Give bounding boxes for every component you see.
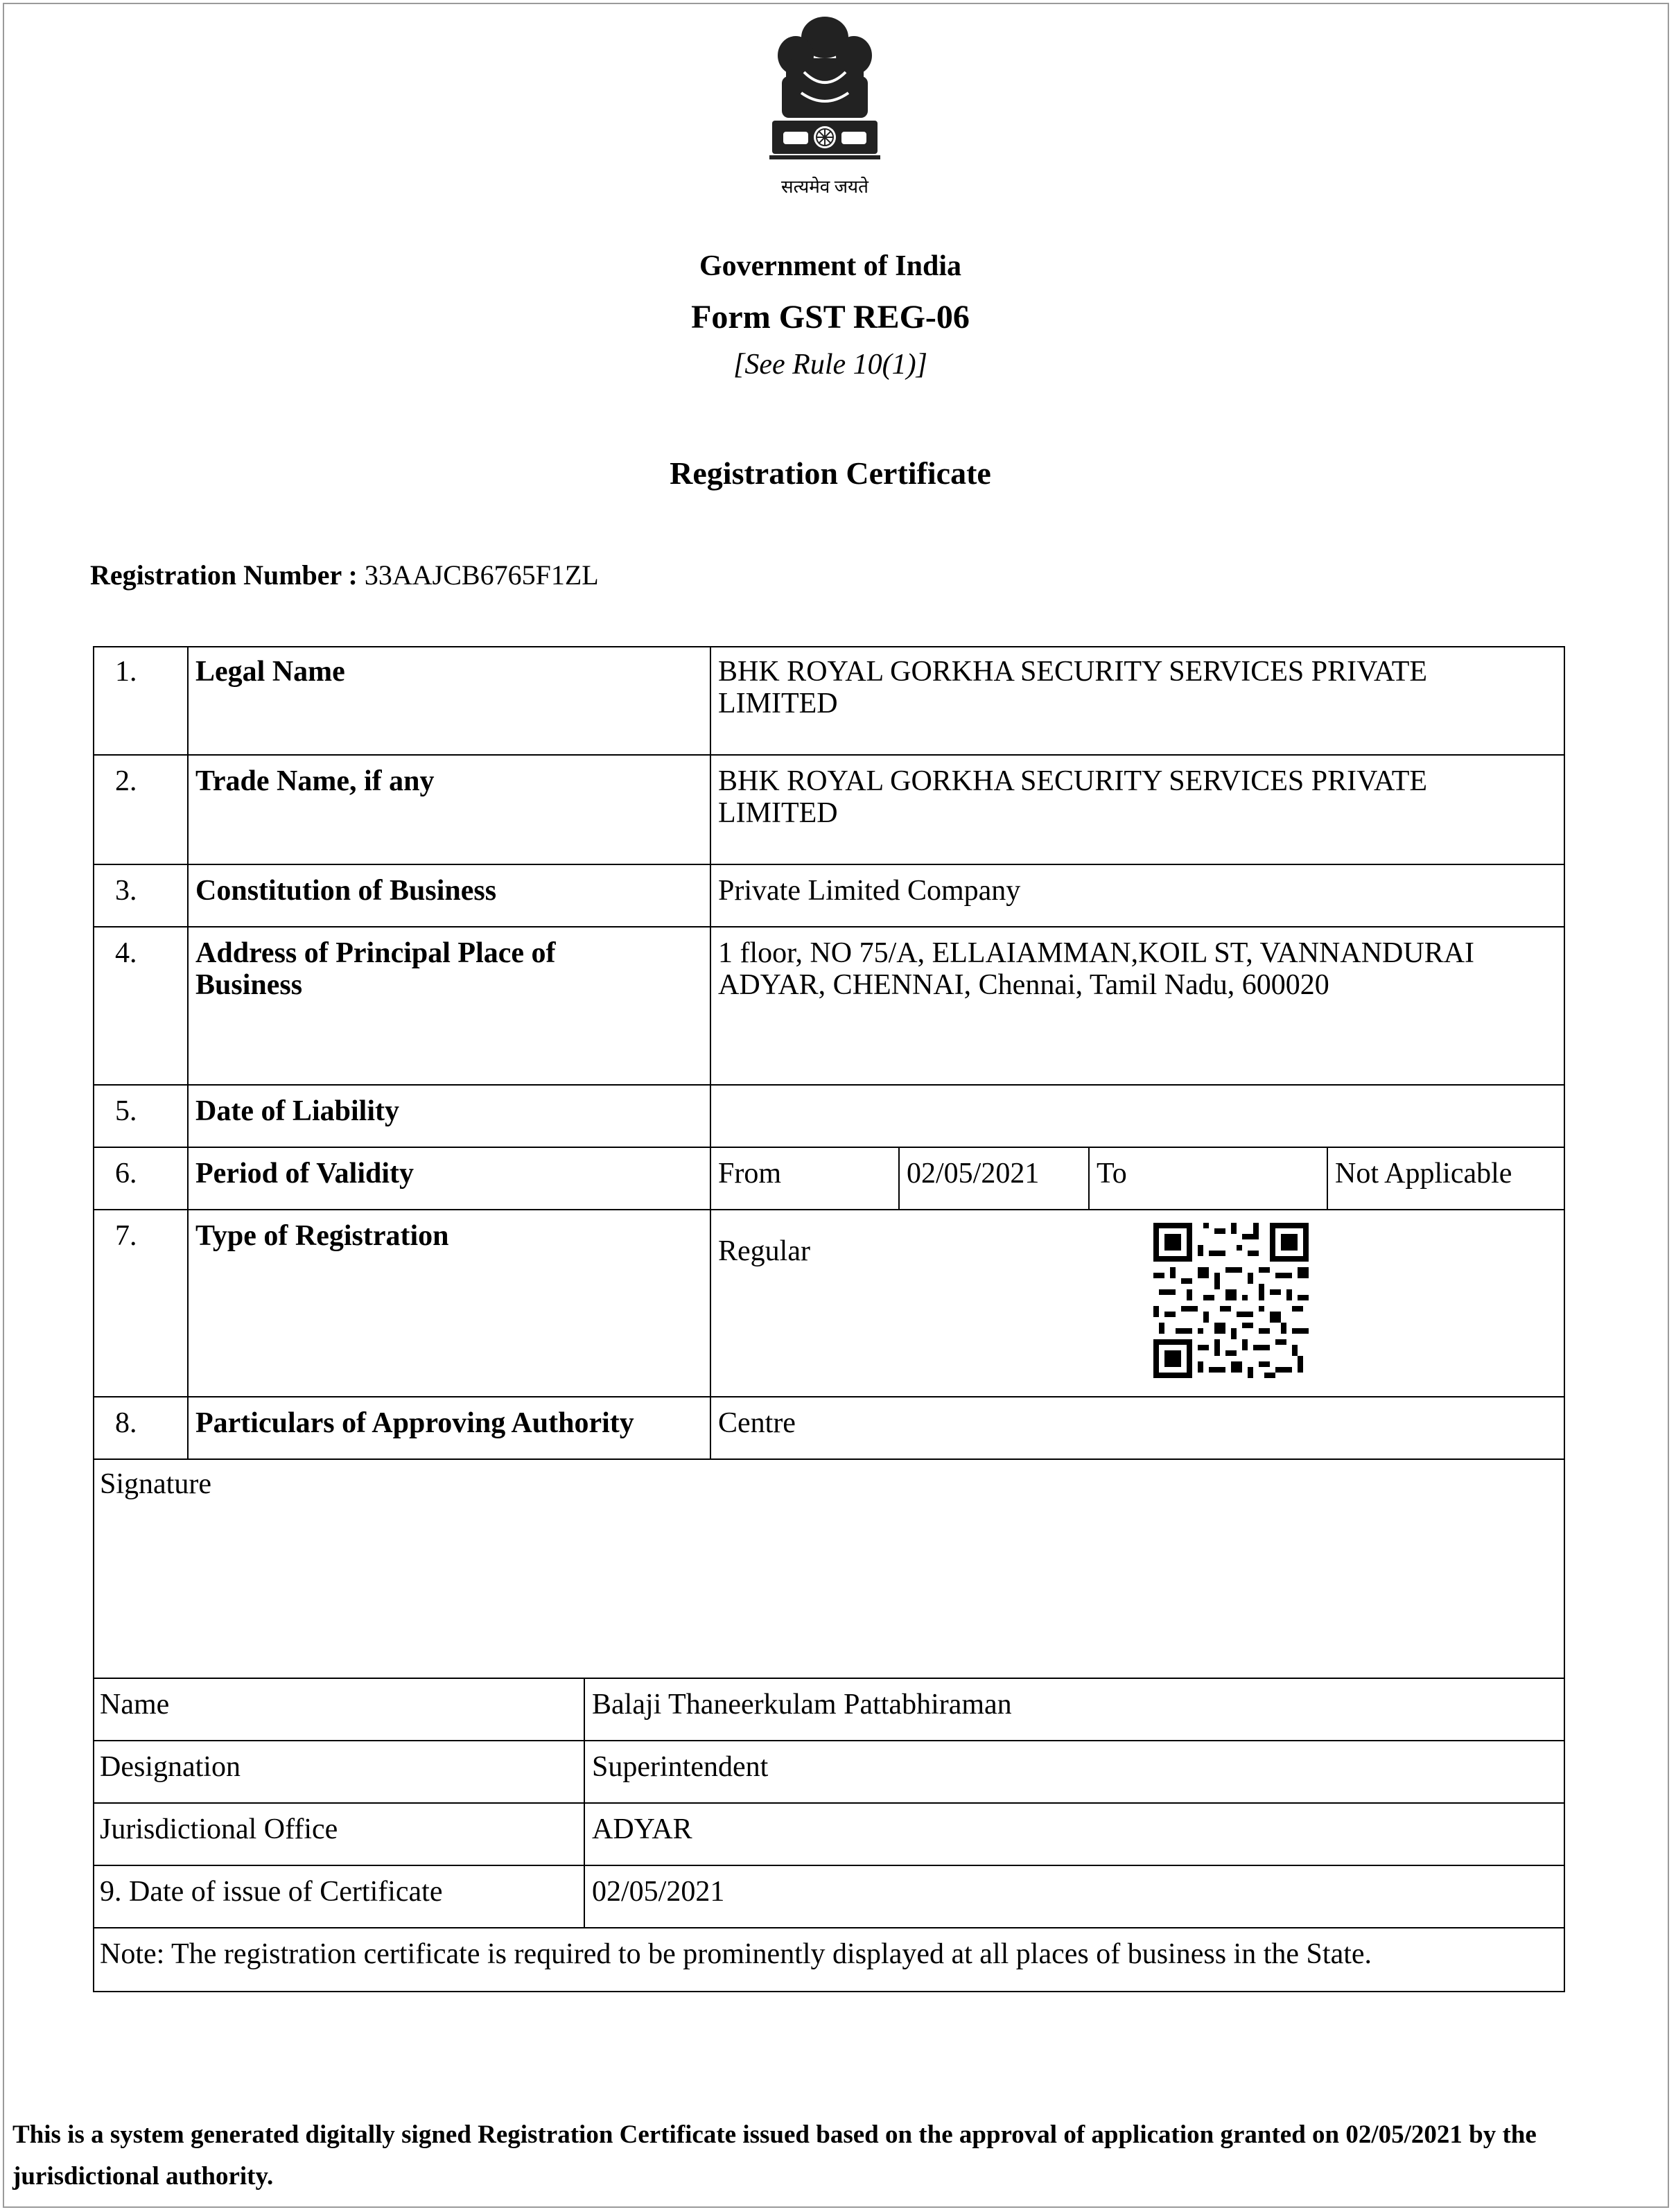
type-of-registration-label: Type of Registration [195, 1220, 449, 1252]
designation-label: Designation [100, 1751, 241, 1783]
digital-signature-footer: This is a system generated digitally signed Registration Certificate issued based on the approval of application granted on 02/05/2021 by the jurisdictional authority. [12, 2120, 1537, 2191]
address-value: 1 floor, NO 75/A, ELLAIAMMAN,KOIL ST, VANNANDURAI ADYAR, CHENNAI, Chennai, Tamil Nadu, 600020 [718, 937, 1475, 1001]
row-divider [93, 864, 1565, 865]
row-divider [93, 1209, 1565, 1210]
national-emblem-icon [762, 10, 887, 176]
address-label: Address of Principal Place of Business [195, 937, 556, 1001]
row-divider [93, 1458, 1565, 1460]
signature-label: Signature [100, 1468, 211, 1500]
row-divider [93, 1084, 1565, 1086]
legal-name-value: BHK ROYAL GORKHA SECURITY SERVICES PRIVATE LIMITED [718, 656, 1428, 720]
registration-number-value: 33AAJCB6765F1ZL [364, 559, 599, 591]
date-of-issue-label: 9. Date of issue of Certificate [100, 1876, 443, 1908]
name-value: Balaji Thaneerkulam Pattabhiraman [592, 1689, 1012, 1721]
validity-from-label: From [718, 1158, 782, 1190]
row-number: 5. [115, 1095, 137, 1127]
certificate-table [93, 646, 1565, 1992]
certificate-title: Registration Certificate [670, 455, 991, 491]
row-divider [93, 1927, 1565, 1928]
emblem-motto: सत्यमेव जयते [781, 177, 868, 197]
column-divider [898, 1147, 900, 1209]
column-divider [1088, 1147, 1090, 1209]
trade-name-label: Trade Name, if any [195, 765, 435, 797]
row-divider [93, 1740, 1565, 1741]
column-divider [187, 646, 189, 1458]
date-of-issue-value: 02/05/2021 [592, 1876, 725, 1908]
validity-to-value: Not Applicable [1335, 1158, 1512, 1190]
row-number: 4. [115, 937, 137, 969]
column-divider [1327, 1147, 1328, 1209]
row-divider [93, 926, 1565, 928]
legal-name-label: Legal Name [195, 656, 345, 688]
trade-name-value: BHK ROYAL GORKHA SECURITY SERVICES PRIVATE LIMITED [718, 765, 1428, 829]
rule-reference: [See Rule 10(1)] [733, 349, 927, 381]
jurisdictional-office-label: Jurisdictional Office [100, 1813, 338, 1845]
row-number: 1. [115, 656, 137, 688]
approving-authority-label: Particulars of Approving Authority [195, 1407, 634, 1439]
row-number: 2. [115, 765, 137, 797]
registration-number-label: Registration Number : [90, 559, 358, 591]
row-divider [93, 1865, 1565, 1866]
qr-code-icon [1153, 1223, 1309, 1378]
constitution-label: Constitution of Business [195, 875, 497, 907]
form-title: Form GST REG-06 [691, 299, 970, 336]
jurisdictional-office-value: ADYAR [592, 1813, 692, 1845]
validity-from-value: 02/05/2021 [907, 1158, 1040, 1190]
government-heading: Government of India [699, 250, 961, 282]
column-divider [710, 646, 711, 1458]
display-note: Note: The registration certificate is required to be prominently displayed at all places of business in the State. [100, 1938, 1372, 1970]
name-label: Name [100, 1689, 170, 1721]
date-of-liability-label: Date of Liability [195, 1095, 399, 1127]
constitution-value: Private Limited Company [718, 875, 1021, 907]
designation-value: Superintendent [592, 1751, 769, 1783]
row-number: 3. [115, 875, 137, 907]
validity-to-label: To [1097, 1158, 1127, 1190]
row-number: 7. [115, 1220, 137, 1252]
row-divider [93, 1147, 1565, 1148]
row-divider [93, 1678, 1565, 1679]
row-number: 8. [115, 1407, 137, 1439]
period-of-validity-label: Period of Validity [195, 1158, 414, 1190]
row-divider [93, 754, 1565, 756]
row-number: 6. [115, 1158, 137, 1190]
row-divider [93, 1802, 1565, 1804]
approving-authority-value: Centre [718, 1407, 796, 1439]
type-of-registration-value: Regular [718, 1235, 810, 1267]
row-divider [93, 1396, 1565, 1397]
registration-number-line [90, 559, 599, 591]
column-divider [584, 1678, 585, 1927]
